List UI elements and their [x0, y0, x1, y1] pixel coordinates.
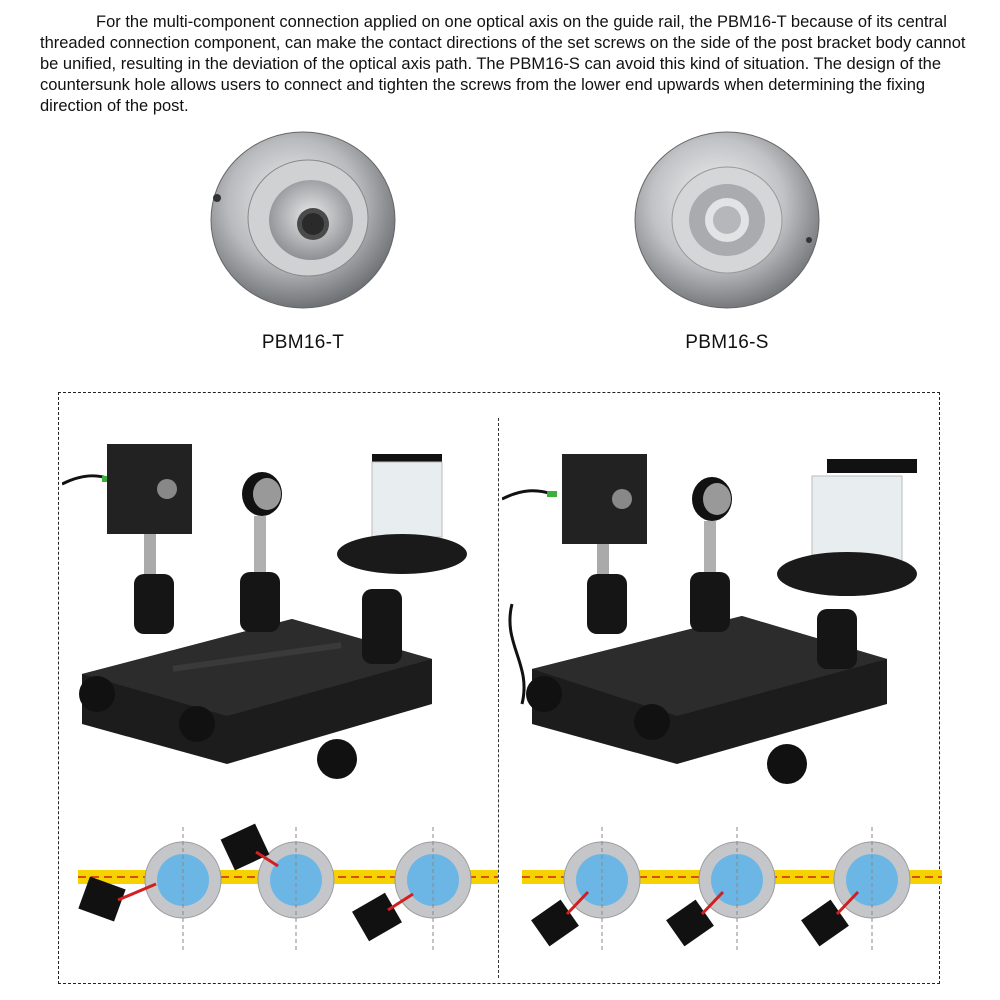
pbm16-s-setup-photo — [502, 404, 932, 804]
pbm16-s-axis-diagram — [522, 822, 942, 957]
pbm16-t-setup-photo — [62, 404, 492, 804]
pbm16-t-caption: PBM16-T — [261, 332, 345, 353]
pbm16-t-product-image — [203, 120, 403, 320]
intro-paragraph: For the multi-component connection applied on one optical axis on the guide rail, the PBM16-T because of its central threaded connection component, can make the contact directions of the set screws on the side of the post bracket body cannot be unified, resulting in the deviation of the optical axis path. The PBM16-S can avoid this kind of situation. The design of the countersunk hole allows users to connect and tighten the screws from the lower end upwards when determining the fixing direction of the post. — [40, 13, 966, 115]
pbm16-s-caption: PBM16-S — [685, 332, 769, 353]
pbm16-t-axis-diagram — [78, 822, 498, 957]
pbm16-s-product-image — [627, 120, 827, 320]
comparison-divider — [498, 418, 499, 978]
